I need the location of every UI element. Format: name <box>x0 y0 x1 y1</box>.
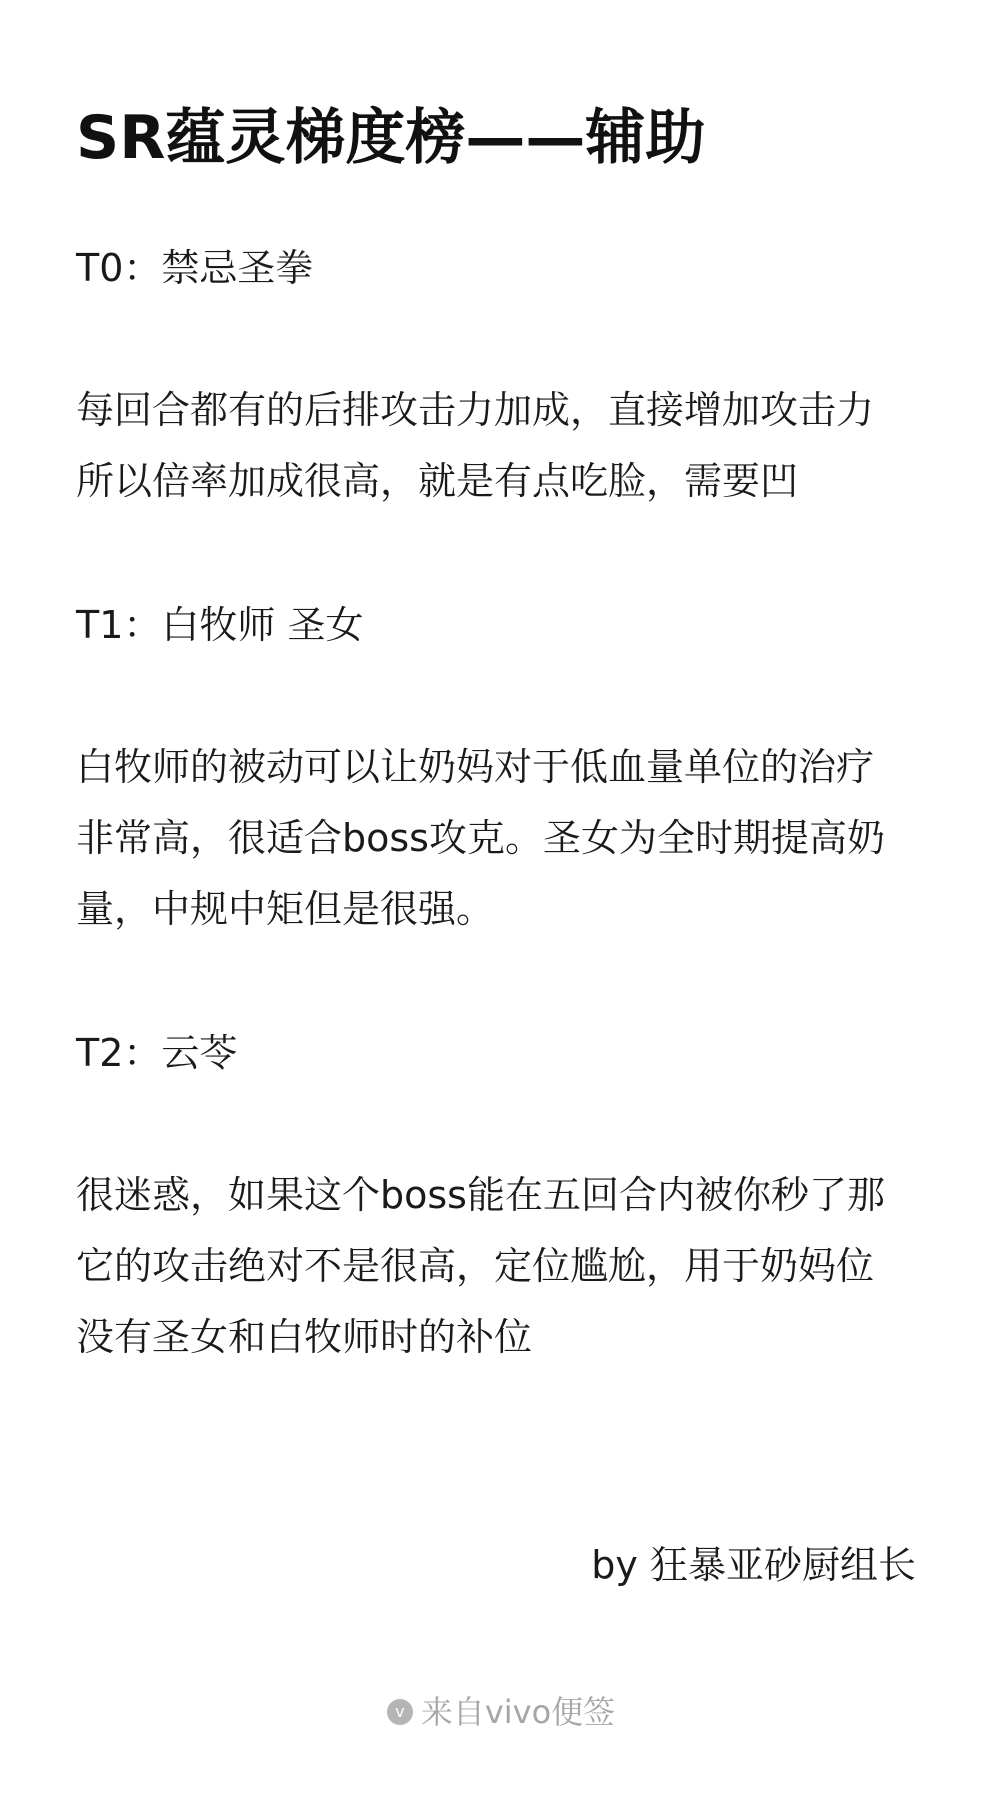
tier-t1-description-line-1: 白牧师的被动可以让奶妈对于低血量单位的治疗 <box>76 745 875 789</box>
tier-t2-description-line-1: 很迷惑，如果这个boss能在五回合内被你秒了那 <box>76 1173 885 1217</box>
note-title: SR蕴灵梯度榜——辅助 <box>76 103 706 173</box>
app-attribution-text: 来自vivo便签 <box>420 1693 616 1731</box>
tier-t1-description-line-2: 非常高，很适合boss攻克。圣女为全时期提高奶 <box>76 816 885 860</box>
tier-t2-description-line-2: 它的攻击绝对不是很高，定位尴尬，用于奶妈位 <box>76 1244 875 1288</box>
tier-t1-heading: T1：白牧师 圣女 <box>76 603 364 647</box>
tier-t1-description-line-3: 量，中规中矩但是很强。 <box>76 887 495 931</box>
tier-t2-heading: T2：云苓 <box>76 1031 238 1075</box>
app-attribution-footer <box>0 1692 1002 1732</box>
tier-t0-description-line-1: 每回合都有的后排攻击力加成，直接增加攻击力 <box>76 388 875 432</box>
v-logo-icon: v <box>387 1699 413 1725</box>
tier-t0-description-line-2: 所以倍率加成很高，就是有点吃脸，需要凹 <box>76 459 799 503</box>
tier-t2-description-line-3: 没有圣女和白牧师时的补位 <box>76 1315 533 1359</box>
tier-t0-heading: T0：禁忌圣拳 <box>76 246 314 290</box>
author-signature: by 狂暴亚砂厨组长 <box>591 1543 916 1587</box>
